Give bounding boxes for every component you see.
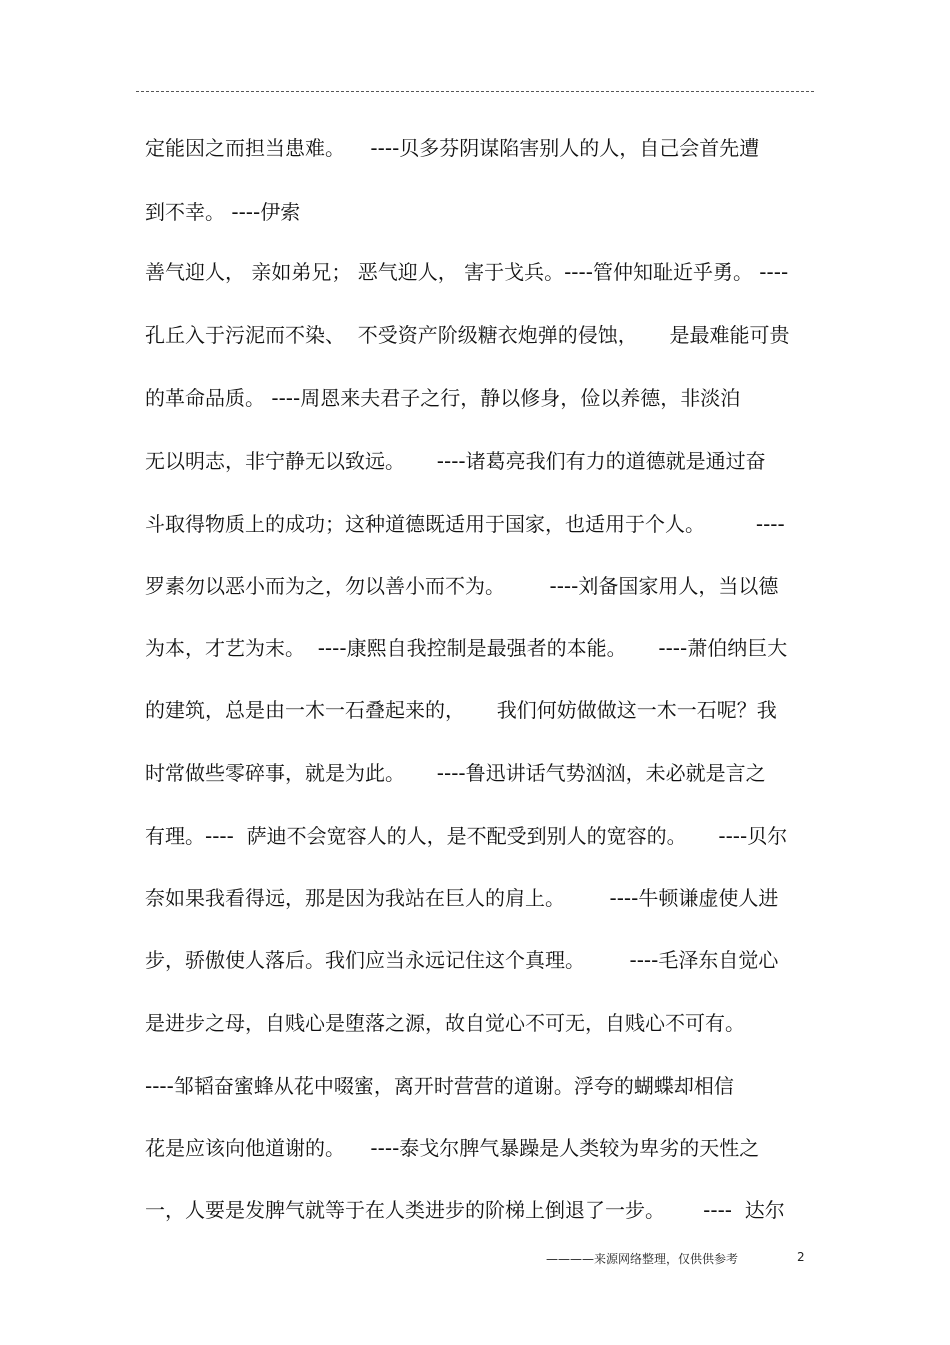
text-line: ----邹韬奋蜜蜂从花中啜蜜，离开时营营的道谢。浮夸的蝴蝶却相信: [145, 1074, 734, 1098]
text-line: 孔丘入于污泥而不染、 不受资产阶级糖衣炮弹的侵蚀， 是最难能可贵: [145, 323, 790, 347]
text-line: 的革命品质。 ----周恩来夫君子之行，静以修身，俭以养德，非淡泊: [145, 386, 741, 410]
text-line: 有理。---- 萨迪不会宽容人的人，是不配受到别人的宽容的。 ----贝尔: [145, 824, 788, 848]
text-line: 一，人要是发脾气就等于在人类进步的阶梯上倒退了一步。 ---- 达尔: [145, 1198, 785, 1222]
text-line: 到不幸。 ----伊索: [145, 200, 301, 224]
text-line: 奈如果我看得远，那是因为我站在巨人的肩上。 ----牛顿谦虚使人进: [145, 886, 779, 910]
text-line: 花是应该向他道谢的。 ----泰戈尔脾气暴躁是人类较为卑劣的天性之: [145, 1136, 760, 1160]
text-line: 无以明志，非宁静无以致远。 ----诸葛亮我们有力的道德就是通过奋: [145, 449, 766, 473]
page-number: 2: [797, 1250, 805, 1264]
text-line: 步，骄傲使人落后。我们应当永远记住这个真理。 ----毛泽东自觉心: [145, 948, 779, 972]
text-line: 时常做些零碎事，就是为此。 ----鲁迅讲话气势汹汹，未必就是言之: [145, 761, 766, 785]
text-line: 的建筑，总是由一木一石叠起来的， 我们何妨做做这一木一石呢？我: [145, 698, 777, 722]
footer-source-note: ————来源网络整理，仅供供参考: [546, 1252, 739, 1266]
text-line: 定能因之而担当患难。 ----贝多芬阴谋陷害别人的人，自己会首先遭: [145, 136, 760, 160]
text-line: 善气迎人， 亲如弟兄； 恶气迎人， 害于戈兵。----管仲知耻近乎勇。 ----: [145, 260, 789, 284]
text-line: 为本，才艺为末。 ----康熙自我控制是最强者的本能。 ----萧伯纳巨大: [145, 636, 788, 660]
header-dashed-rule: [136, 91, 814, 92]
text-line: 罗素勿以恶小而为之，勿以善小而不为。 ----刘备国家用人，当以德: [145, 574, 779, 598]
text-line: 斗取得物质上的成功；这种道德既适用于国家，也适用于个人。 ----: [145, 512, 785, 536]
text-line: 是进步之母，自贱心是堕落之源，故自觉心不可无，自贱心不可有。: [145, 1011, 745, 1035]
